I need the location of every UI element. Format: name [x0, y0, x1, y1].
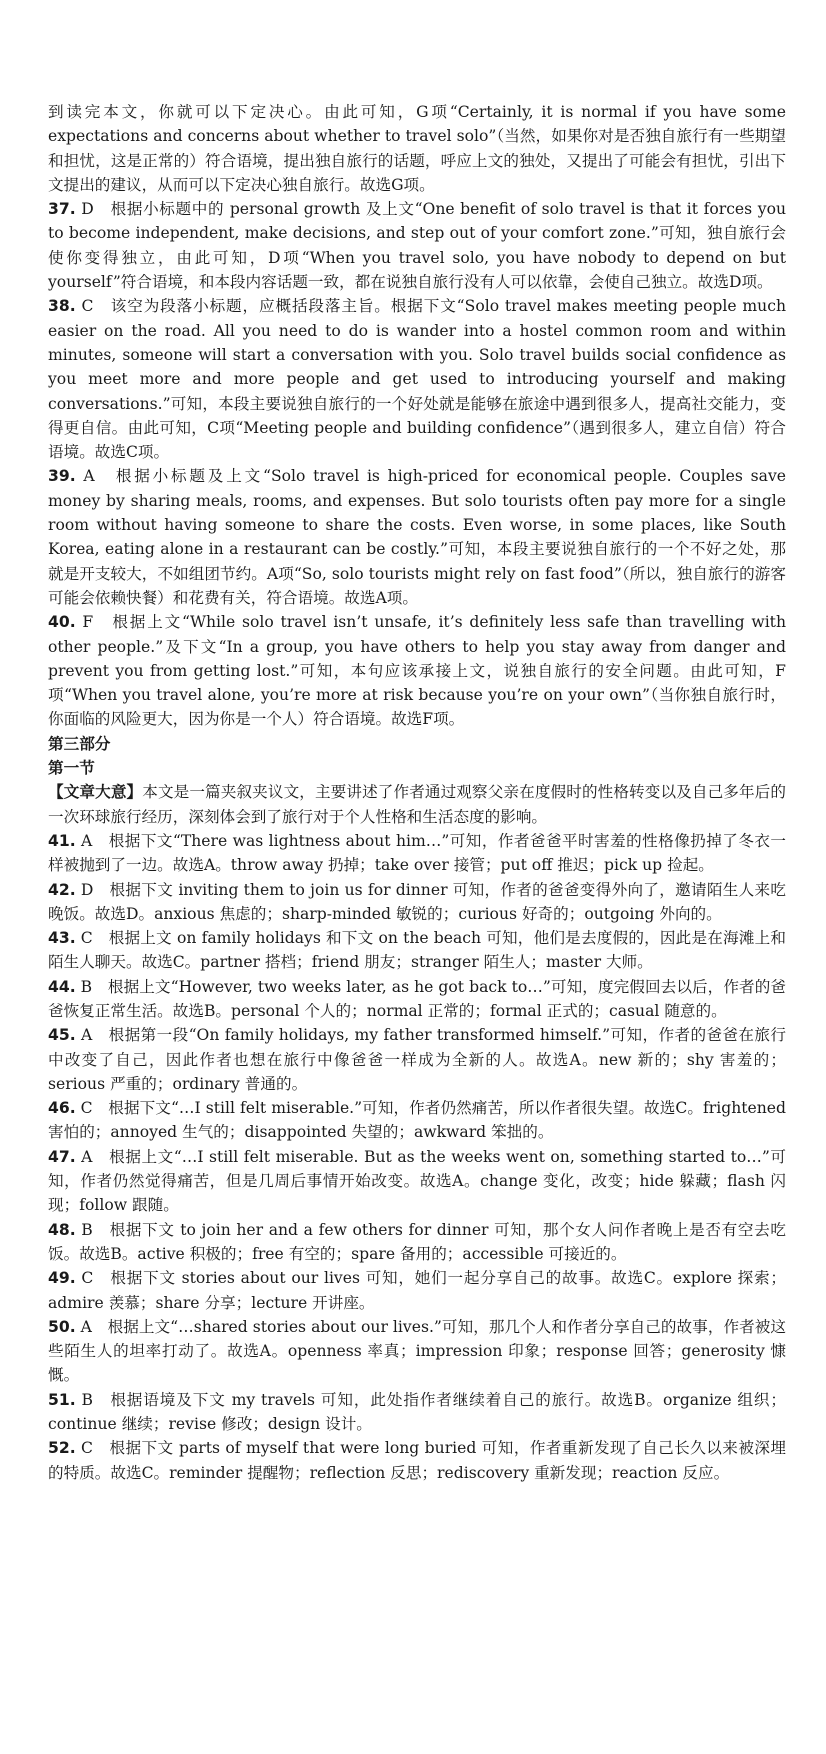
- article-summary: [48, 780, 786, 829]
- answer-item-52: [48, 1436, 786, 1485]
- answer-item-46: [48, 1096, 786, 1145]
- item-text: C 根据下文“…I still felt miserable.”可知，作者仍然痛苦，所以作者很失望。故选C。frightened 害怕的；annoyed 生气的；disappointed 失望的；awkward 笨拙的。: [48, 1099, 786, 1142]
- summary-tag: 【文章大意】: [48, 783, 143, 802]
- item-number: 42.: [48, 880, 76, 899]
- answer-item-40: [48, 610, 786, 731]
- item-number: 50.: [48, 1317, 76, 1336]
- item-number: 37.: [48, 200, 76, 219]
- answer-item-39: [48, 464, 786, 610]
- item-number: 39.: [48, 467, 76, 486]
- item-text: D 根据下文 inviting them to join us for dinner 可知，作者的爸爸变得外向了，邀请陌生人来吃晚饭。故选D。anxious 焦虑的；sharp-minded 敏锐的；curious 好奇的；outgoing 外向的。: [48, 880, 786, 923]
- item-number: 40.: [48, 613, 76, 632]
- answer-item-45: [48, 1023, 786, 1096]
- item-number: 47.: [48, 1147, 76, 1166]
- subsection-heading: 第一节: [48, 759, 95, 778]
- item-text: D 根据小标题中的 personal growth 及上文“One benefit of solo travel is that it forces you to become independent, make decisions, and step out of your comfort zone.”可知，独自旅行会使你变得独立，由此可知，D项“When you travel solo, you have nobody to depend on but yourself”符合语境，和本段内容话题一致，都在说独自旅行没有人可以依靠，会使自己独立。故选D项。: [48, 200, 786, 292]
- item-text: A 根据第一段“On family holidays, my father transformed himself.”可知，作者的爸爸在旅行中改变了自己，因此作者也想在旅行中像爸爸一样成为全新的人。故选A。new 新的；shy 害羞的；serious 严重的；ordinary 普通的。: [48, 1026, 786, 1093]
- item-number: 48.: [48, 1220, 76, 1239]
- item-number: 51.: [48, 1390, 76, 1409]
- answer-item-50: [48, 1315, 786, 1388]
- answer-item-51: [48, 1388, 786, 1437]
- answer-item-44: [48, 975, 786, 1024]
- item-number: 46.: [48, 1099, 76, 1118]
- item-number: 44.: [48, 977, 76, 996]
- item-text: B 根据上文“However, two weeks later, as he got back to…”可知，度完假回去以后，作者的爸爸恢复正常生活。故选B。personal 个人的；normal 正常的；formal 正式的；casual 随意的。: [48, 977, 786, 1020]
- answer-item-41: [48, 829, 786, 878]
- item-text: C 根据上文 on family holidays 和下文 on the beach 可知，他们是去度假的，因此是在海滩上和陌生人聊天。故选C。partner 搭档；friend 朋友；stranger 陌生人；master 大师。: [48, 929, 786, 972]
- intro-paragraph: 到读完本文，你就可以下定决心。由此可知，G项“Certainly, it is normal if you have some expectations and concerns about whether to travel solo”（当然，如果你对是否独自旅行有一些期望和担忧，这是正常的）符合语境，提出独自旅行的话题，呼应上文的独处，又提出了可能会有担忧，引出下文提出的建议，从而可以下定决心独自旅行。故选G项。: [48, 103, 786, 194]
- item-number: 38.: [48, 297, 76, 316]
- item-text: A 根据上文“…shared stories about our lives.”可知，那几个人和作者分享自己的故事，作者被这些陌生人的坦率打动了。故选A。openness 率真；impression 印象；response 回答；generosity 慷慨。: [48, 1317, 786, 1385]
- item-text: B 根据语境及下文 my travels 可知，此处指作者继续着自己的旅行。故选B。organize 组织；continue 继续；revise 修改；design 设计。: [48, 1390, 786, 1434]
- item-text: C 根据下文 stories about our lives 可知，她们一起分享自己的故事。故选C。explore 探索；admire 羡慕；share 分享；lecture 开讲座。: [48, 1269, 786, 1312]
- item-text: A 根据上文“…I still felt miserable. But as the weeks went on, something started to…”可知，作者仍然觉得痛苦，但是几周后事情开始改变。故选A。change 变化，改变；hide 躲藏；flash 闪现；follow 跟随。: [48, 1147, 786, 1215]
- answer-item-37: [48, 197, 786, 294]
- item-text: B 根据下文 to join her and a few others for dinner 可知，那个女人问作者晚上是否有空去吃饭。故选B。active 积极的；free 有空的；spare 备用的；accessible 可接近的。: [48, 1220, 786, 1263]
- summary-text: 本文是一篇夹叙夹议文，主要讲述了作者通过观察父亲在度假时的性格转变以及自己多年后的一次环球旅行经历，深刻体会到了旅行对于个人性格和生活态度的影响。: [48, 783, 786, 826]
- answer-item-49: [48, 1266, 786, 1315]
- answer-item-42: [48, 878, 786, 927]
- item-number: 41.: [48, 831, 76, 850]
- item-number: 45.: [48, 1026, 76, 1045]
- answer-item-43: [48, 926, 786, 975]
- item-text: F 根据上文“While solo travel isn’t unsafe, it’s definitely less safe than travelling with other people.”及下文“In a group, you have others to help you stay away from danger and prevent you from getting lost.”可知，本句应该承接上文，说独自旅行的安全问题。由此可知，F项“When you travel alone, you’re more at risk because you’re on your own”（当你独自旅行时，你面临的风险更大，因为你是一个人）符合语境。故选F项。: [48, 613, 786, 729]
- item-text: C 该空为段落小标题，应概括段落主旨。根据下文“Solo travel makes meeting people much easier on the road. All you need to do is wander into a hostel common room and within minutes, someone will start a conversation with you. Solo travel builds social confidence as you meet more and more people and get used to introducing yourself and making conversations.”可知，本段主要说独自旅行的一个好处就是能够在旅途中遇到很多人，提高社交能力，变得更自信。由此可知，C项“Meeting people and building confidence”（遇到很多人，建立自信）符合语境。故选C项。: [48, 297, 786, 462]
- item-number: 52.: [48, 1439, 76, 1458]
- answer-item-38: [48, 294, 786, 464]
- item-text: A 根据小标题及上文“Solo travel is high-priced for economical people. Couples save money by sharing meals, rooms, and expenses. But solo tourists often pay more for a single room without having someone to share the costs. Even worse, in some places, like South Korea, eating alone in a restaurant can be costly.”可知，本段主要说独自旅行的一个不好之处，那就是开支较大，不如组团节约。A项“So, solo tourists might rely on fast food”（所以，独自旅行的游客可能会依赖快餐）和花费有关，符合语境。故选A项。: [48, 467, 786, 607]
- answer-item-47: [48, 1145, 786, 1218]
- item-text: C 根据下文 parts of myself that were long buried 可知，作者重新发现了自己长久以来被深埋的特质。故选C。reminder 提醒物；reflection 反思；rediscovery 重新发现；reaction 反应。: [48, 1439, 786, 1482]
- answer-item-48: [48, 1218, 786, 1267]
- section-heading: 第三部分: [48, 734, 111, 753]
- item-number: 49.: [48, 1269, 76, 1288]
- item-number: 43.: [48, 929, 76, 948]
- item-text: A 根据下文“There was lightness about him…”可知，作者爸爸平时害羞的性格像扔掉了冬衣一样被抛到了一边。故选A。throw away 扔掉；take over 接管；put off 推迟；pick up 捡起。: [48, 831, 786, 875]
